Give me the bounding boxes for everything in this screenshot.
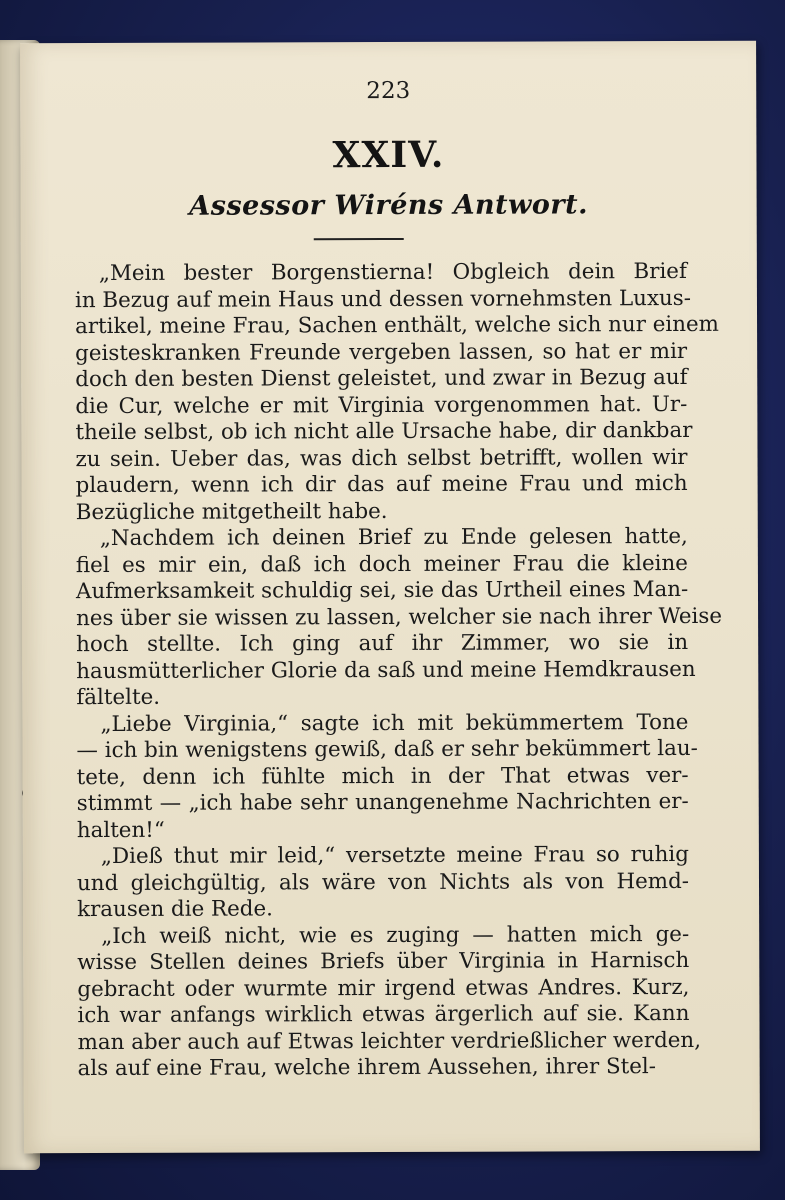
text-line: „Nachdem ich deinen Brief zu Ende gelesen hatte, xyxy=(99,523,688,552)
paragraph xyxy=(77,921,702,1082)
text-line: in Bezug auf mein Haus und dessen vornehmsten Luxus- xyxy=(74,285,692,313)
text-line: ich war anfangs wirklich etwas ärgerlich auf sie. Kann xyxy=(77,1000,690,1029)
text-line: artikel, meine Frau, Sachen enthält, welche sich nur einem xyxy=(75,311,719,340)
text-line: Aufmerksamkeit schuldig sei, sie das Urtheil eines Man- xyxy=(75,576,689,605)
text-line: Bezügliche mitgetheilt habe. xyxy=(75,498,388,525)
text-line: geisteskranken Freunde vergeben lassen, so hat er mir xyxy=(75,338,688,366)
text-line: doch den besten Dienst geleistet, und zwar in Bezug auf xyxy=(75,364,688,393)
chapter-title: Assessor Wiréns Antwort. xyxy=(189,189,589,222)
book-page xyxy=(20,41,760,1154)
text-line: halten!“ xyxy=(76,817,165,843)
text-line: — ich bin wenigstens gewiß, daß er sehr bekümmert lau- xyxy=(76,735,698,764)
text-line: plaudern, wenn ich dir das auf meine Frau und mich xyxy=(75,470,688,499)
paragraph xyxy=(75,523,723,712)
text-line: „Liebe Virginia,“ sagte ich mit bekümmertem Tone xyxy=(100,709,689,737)
text-line: wisse Stellen deines Briefs über Virginia in Harnisch xyxy=(77,947,690,976)
text-line: hausmütterlicher Glorie da saß und meine Hemdkrausen xyxy=(76,656,696,684)
text-line: stimmt — „ich habe sehr unangenehme Nachrichten er- xyxy=(76,788,689,817)
paragraph xyxy=(74,258,719,526)
text-line: „Mein bester Borgenstierna! Obgleich dein Brief xyxy=(98,258,687,287)
paragraph xyxy=(77,842,689,924)
text-line: man aber auch auf Etwas leichter verdrießlicher werden, xyxy=(77,1027,702,1055)
text-line: krausen die Rede. xyxy=(77,896,273,923)
text-line: gebracht oder wurmte mir irgend etwas Andres. Kurz, xyxy=(77,974,690,1002)
text-line: tete, denn ich fühlte mich in der That etwas ver- xyxy=(76,762,689,790)
text-line: die Cur, welche er mit Virginia vorgenommen hat. Ur- xyxy=(75,391,688,419)
text-line: „Ich weiß nicht, wie es zuging — hatten mich ge- xyxy=(101,921,690,949)
body-text xyxy=(74,258,723,1083)
text-line: hoch stellte. Ich ging auf ihr Zimmer, wo sie in xyxy=(76,629,689,658)
text-line: zu sein. Ueber das, was dich selbst betrifft, wollen wir xyxy=(75,444,688,472)
text-line: „Dieß thut mir leid,“ versetzte meine Frau so ruhig xyxy=(100,841,689,870)
text-line: und gleichgültig, als wäre von Nichts als von Hemd- xyxy=(76,868,690,896)
title-divider xyxy=(314,238,404,240)
paragraph xyxy=(76,709,698,844)
text-line: nes über sie wissen zu lassen, welcher sie nach ihrer Weise xyxy=(76,603,723,631)
chapter-numeral: XXIV. xyxy=(332,133,445,177)
page-number: 223 xyxy=(366,77,411,105)
text-line: theile selbst, ob ich nicht alle Ursache habe, dir dankbar xyxy=(75,417,693,446)
text-line: als auf eine Frau, welche ihrem Aussehen, ihrer Stel- xyxy=(77,1054,656,1082)
text-line: fältelte. xyxy=(76,684,161,711)
text-line: fiel es mir ein, daß ich doch meiner Frau die kleine xyxy=(75,550,688,578)
